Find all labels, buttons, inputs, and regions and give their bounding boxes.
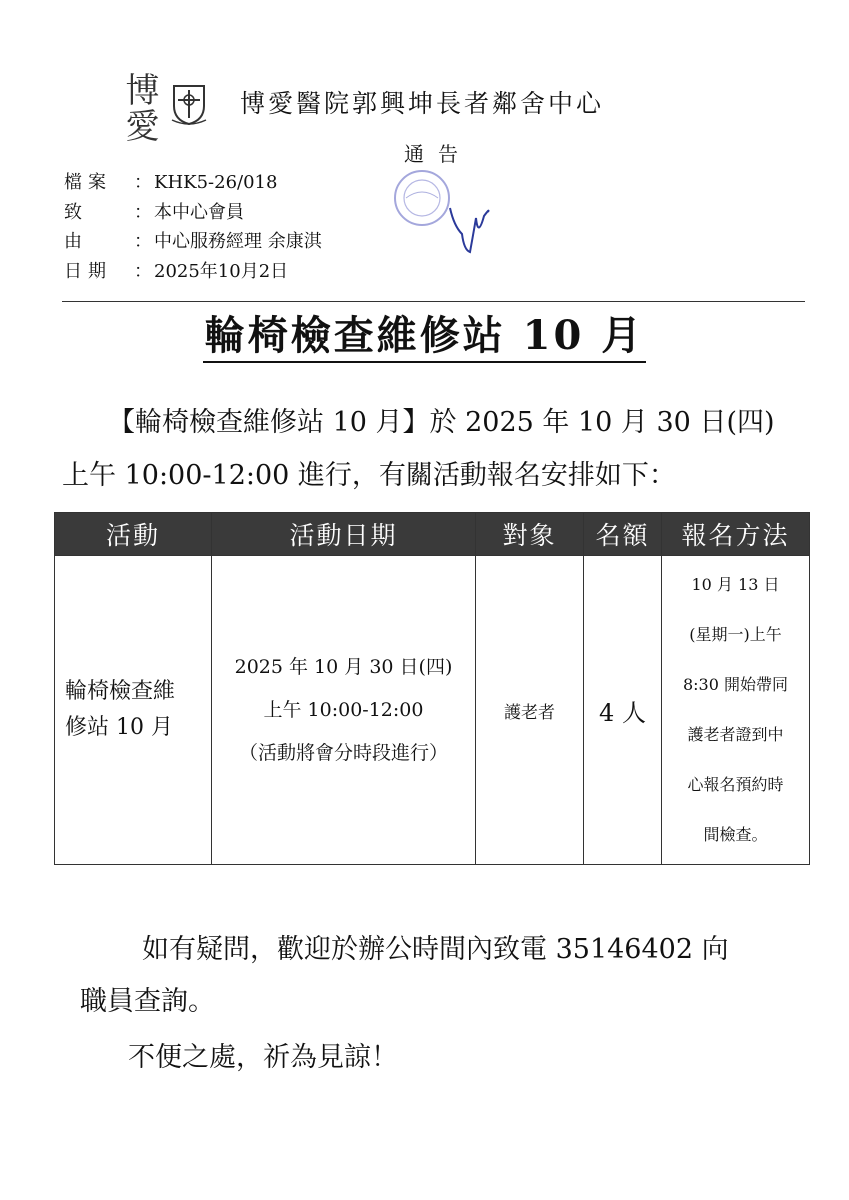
date-line: （活動將會分時段進行） — [238, 741, 448, 764]
stamp-signature-icon — [392, 168, 498, 260]
date-line: 2025 年 10 月 30 日(四) — [234, 655, 453, 678]
cell-method — [662, 556, 810, 865]
method-line: 間檢查。 — [703, 825, 768, 844]
meta-row-to — [64, 198, 322, 228]
notice-title: 通告 — [404, 142, 472, 166]
table-row — [55, 556, 810, 865]
intro-line-2: 上午 10:00-12:00 進行，有關活動報名安排如下： — [62, 460, 676, 491]
meta-colon: ： — [134, 260, 152, 282]
meta-row-file — [64, 168, 322, 198]
cell-target: 護老者 — [476, 556, 584, 865]
cell-activity — [55, 556, 212, 865]
meta-label: 由 — [64, 231, 88, 252]
meta-value: KHK5-26/018 — [154, 172, 278, 193]
logo-lettering — [119, 72, 166, 144]
notice-meta — [64, 168, 322, 286]
activity-line: 輪椅檢查維 — [65, 679, 176, 704]
main-title — [0, 304, 849, 361]
closing-line-1: 如有疑問，歡迎於辦公時間內致電 35146402 向 — [142, 934, 729, 965]
closing-line-3: 不便之處，祈為見諒！ — [128, 1042, 398, 1073]
main-title-text: 輪椅檢查維修站 10 月 — [203, 312, 647, 363]
meta-colon: ： — [134, 172, 152, 193]
method-line: (星期一)上午 — [689, 625, 782, 644]
table-header-row — [55, 513, 810, 556]
cell-quota: 4 人 — [584, 556, 662, 865]
header-date: 活動日期 — [212, 513, 476, 556]
date-line: 上午 10:00-12:00 — [263, 698, 424, 721]
intro-line-1: 【輪椅檢查維修站 10 月】於 2025 年 10 月 30 日(四) — [108, 407, 775, 438]
header-activity: 活動 — [55, 513, 212, 556]
logo-text: 博愛 — [119, 72, 159, 144]
header-target: 對象 — [476, 513, 584, 556]
meta-label: 致 — [64, 201, 88, 223]
header-method: 報名方法 — [662, 513, 810, 556]
method-line: 心報名預約時 — [687, 775, 784, 794]
meta-label: 檔案 — [64, 172, 112, 193]
event-table — [54, 512, 810, 865]
header-quota: 名額 — [584, 513, 662, 556]
meta-colon: ： — [134, 201, 152, 223]
meta-row-date — [64, 257, 322, 287]
crest-icon — [170, 82, 208, 126]
meta-colon: ： — [134, 231, 152, 252]
organization-logo — [119, 72, 222, 148]
meta-value: 中心服務經理 余康淇 — [154, 231, 322, 252]
method-line: 8:30 開始帶同 — [682, 675, 789, 694]
organization-name: 博愛醫院郭興坤長者鄰舍中心 — [240, 89, 605, 118]
meta-value: 本中心會員 — [154, 201, 244, 223]
method-line: 10 月 13 日 — [691, 575, 780, 594]
header-divider — [62, 301, 805, 302]
closing-paragraph — [80, 924, 820, 1084]
cell-date — [212, 556, 476, 865]
activity-line: 修站 10 月 — [65, 715, 173, 740]
intro-paragraph — [62, 396, 812, 502]
closing-line-2: 職員查詢。 — [80, 986, 215, 1017]
meta-label: 日期 — [64, 260, 112, 282]
method-line: 護老者證到中 — [687, 725, 784, 744]
meta-value: 2025年10月2日 — [154, 260, 289, 282]
meta-row-from — [64, 227, 322, 257]
